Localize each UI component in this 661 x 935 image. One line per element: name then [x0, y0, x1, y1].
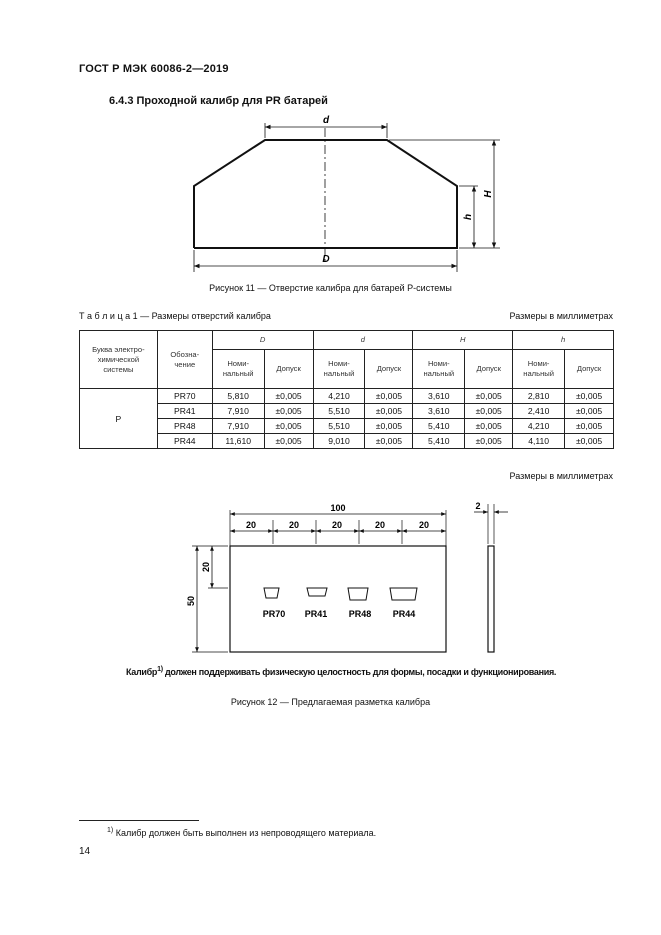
hole-pr44 — [390, 588, 417, 600]
cell: 2,410 — [513, 404, 565, 419]
cell: ±0,005 — [465, 419, 513, 434]
hole-pr41 — [307, 588, 327, 596]
dim-total-label: 100 — [330, 503, 346, 513]
dim-segment-label: 20 — [288, 520, 300, 530]
cell: ±0,005 — [365, 404, 413, 419]
hole-pr70 — [264, 588, 279, 598]
header-tolerance: Допуск — [565, 350, 614, 389]
header-group-d: d — [313, 331, 413, 350]
cell: 9,010 — [313, 434, 365, 449]
dim-segment-label: 20 — [245, 520, 257, 530]
gauge-plate-outline — [230, 546, 446, 652]
cell: ±0,005 — [264, 434, 313, 449]
table-row — [80, 389, 614, 404]
dim-segment-label: 20 — [418, 520, 430, 530]
cell: 5,810 — [212, 389, 264, 404]
label-d: d — [322, 115, 330, 126]
hole-pr48 — [348, 588, 368, 600]
table-row — [80, 404, 614, 419]
page-number: 14 — [79, 846, 91, 857]
document-header: ГОСТ Р МЭК 60086-2—2019 — [79, 63, 229, 75]
hole-label: PR48 — [348, 609, 372, 619]
figure-11-caption: Рисунок 11 — Отверстие калибра для батарей Р-системы — [209, 283, 452, 293]
cell: ±0,005 — [365, 389, 413, 404]
dim-height-label: 50 — [186, 595, 196, 607]
note-footnote-ref: 1) — [157, 666, 163, 673]
table-row — [80, 434, 614, 449]
figure-12-diagram — [0, 490, 661, 660]
table-1-caption: Т а б л и ц а 1 — Размеры отверстий калибра — [79, 311, 271, 321]
table-row — [80, 419, 614, 434]
gauge-hole-outline — [194, 140, 457, 248]
table-1-units: Размеры в миллиметрах — [509, 311, 613, 321]
header-letter: Буква электро-химической системы — [80, 331, 158, 389]
label-D: D — [322, 254, 330, 265]
footnote-separator — [79, 820, 199, 821]
footnote-marker: 1) — [107, 827, 114, 834]
cell: PR41 — [157, 404, 212, 419]
cell: 4,110 — [513, 434, 565, 449]
note-prefix: Калибр — [126, 667, 158, 677]
dim-segment-label: 20 — [374, 520, 386, 530]
figure-11-diagram — [0, 0, 661, 300]
header-tolerance: Допуск — [465, 350, 513, 389]
header-nominal: Номи-нальный — [313, 350, 365, 389]
hole-label: PR41 — [304, 609, 328, 619]
cell: ±0,005 — [565, 434, 614, 449]
dim-segment-label: 20 — [331, 520, 343, 530]
header-nominal: Номи-нальный — [212, 350, 264, 389]
footnote — [107, 827, 376, 838]
footnote-text: Калибр должен быть выполнен из непроводящего материала. — [113, 828, 377, 838]
header-tolerance: Допуск — [365, 350, 413, 389]
cell: PR48 — [157, 419, 212, 434]
note-text: должен поддерживать физическую целостность для формы, посадки и функционирования. — [162, 667, 557, 677]
cell: PR70 — [157, 389, 212, 404]
cell: ±0,005 — [565, 404, 614, 419]
header-group-h: h — [513, 331, 614, 350]
cell: ±0,005 — [365, 419, 413, 434]
cell: 5,410 — [413, 419, 465, 434]
cell: ±0,005 — [365, 434, 413, 449]
figure-12-caption: Рисунок 12 — Предлагаемая разметка калибра — [230, 697, 431, 707]
section-title: 6.4.3 Проходной калибр для PR батарей — [109, 95, 328, 107]
gauge-note — [126, 666, 556, 677]
header-nominal: Номи-нальный — [513, 350, 565, 389]
hole-label: PR70 — [262, 609, 286, 619]
dim-top-offset-label: 20 — [201, 561, 211, 573]
header-group-D: D — [212, 331, 313, 350]
cell: 5,510 — [313, 404, 365, 419]
cell-letter: P — [80, 389, 158, 449]
cell: 2,810 — [513, 389, 565, 404]
cell: 11,610 — [212, 434, 264, 449]
cell: ±0,005 — [565, 389, 614, 404]
label-H: H — [483, 190, 494, 198]
cell: 7,910 — [212, 404, 264, 419]
header-group-H: H — [413, 331, 513, 350]
cell: PR44 — [157, 434, 212, 449]
cell: ±0,005 — [264, 419, 313, 434]
cell: 3,610 — [413, 404, 465, 419]
cell: ±0,005 — [465, 389, 513, 404]
cell: 7,910 — [212, 419, 264, 434]
header-designation: Обозна-чение — [157, 331, 212, 389]
cell: 5,510 — [313, 419, 365, 434]
cell: ±0,005 — [465, 434, 513, 449]
header-tolerance: Допуск — [264, 350, 313, 389]
header-nominal: Номи-нальный — [413, 350, 465, 389]
cell: 4,210 — [313, 389, 365, 404]
cell: ±0,005 — [565, 419, 614, 434]
hole-label: PR44 — [392, 609, 416, 619]
cell: ±0,005 — [264, 404, 313, 419]
label-h: h — [463, 213, 474, 221]
cell: ±0,005 — [264, 389, 313, 404]
cell: 5,410 — [413, 434, 465, 449]
gauge-side-view — [488, 546, 494, 652]
dim-thickness-label: 2 — [475, 501, 481, 511]
cell: 4,210 — [513, 419, 565, 434]
cell: ±0,005 — [465, 404, 513, 419]
table-1 — [79, 330, 614, 449]
cell: 3,610 — [413, 389, 465, 404]
figure-12-units: Размеры в миллиметрах — [509, 471, 613, 481]
